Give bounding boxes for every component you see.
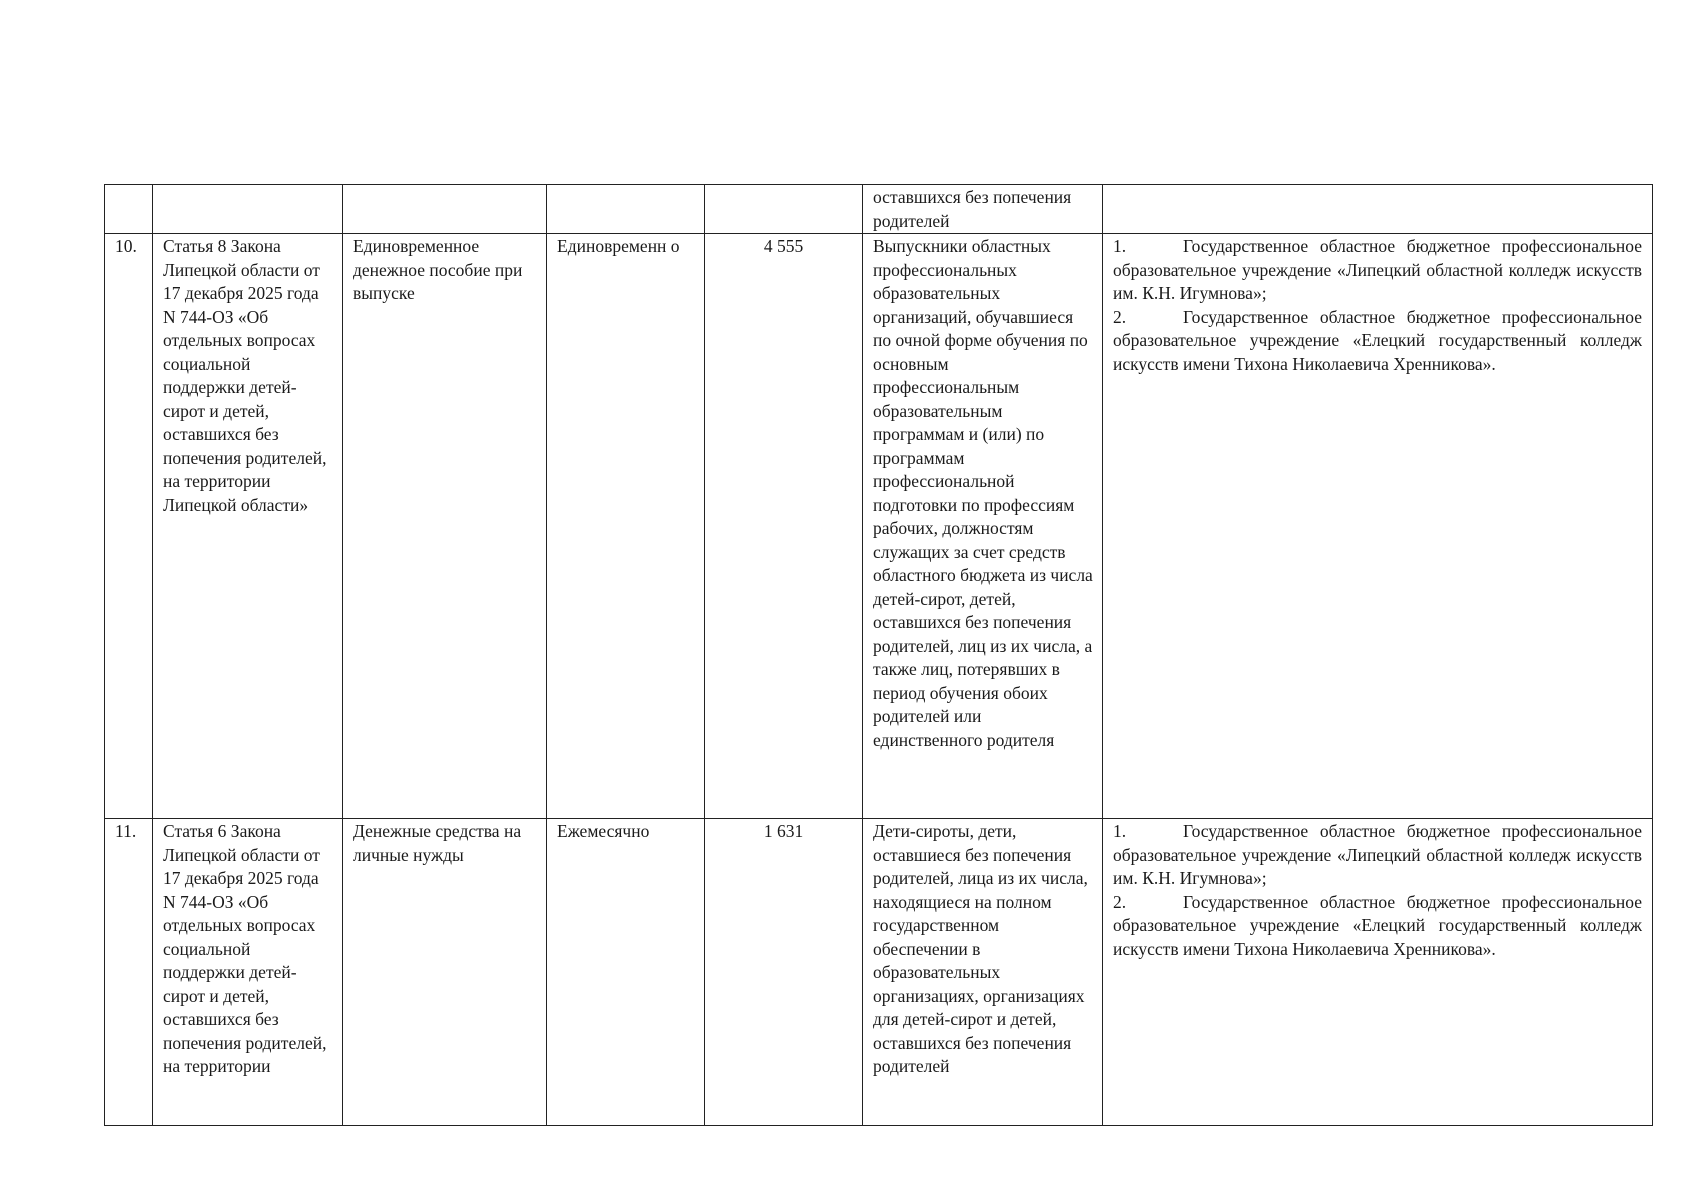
institution-name: Государственное областное бюджетное профессиональное образовательное учреждение «Елецкий государственный колледж искусств имени Тихона Николаевича Хренникова». xyxy=(1113,306,1642,374)
institution-item xyxy=(1113,306,1642,377)
institution-number: 1. xyxy=(1113,236,1127,256)
row-number xyxy=(105,185,153,234)
institution-name: Государственное областное бюджетное профессиональное образовательное учреждение «Липецкий областной колледж искусств им. К.Н. Игумнова»; xyxy=(1113,236,1642,303)
payment-amount: 1 631 xyxy=(705,819,863,1126)
institution-number: 2. xyxy=(1113,306,1127,327)
institution-number: 1. xyxy=(1113,821,1127,841)
benefit-name: Единовременное денежное пособие при выпуске xyxy=(343,234,547,819)
law-reference: Статья 6 Закона Липецкой области от 17 декабря 2025 года N 744-ОЗ «Об отдельных вопросах социальной поддержки детей-сирот и детей, оставшихся без попечения родителей, на территории xyxy=(153,819,343,1126)
table-row xyxy=(105,234,1653,819)
institutions-list xyxy=(1103,819,1653,1126)
payment-amount: 4 555 xyxy=(705,234,863,819)
benefit-name xyxy=(343,185,547,234)
institution-item xyxy=(1113,235,1642,306)
benefits-table xyxy=(104,184,1653,1126)
payment-frequency: Единовременн о xyxy=(547,234,705,819)
recipients-description: Дети-сироты, дети, оставшиеся без попечения родителей, лица из их числа, находящиеся на полном государственном обеспечении в образовательных организациях, организациях для детей-сирот и детей, оставшихся без попечения родителей xyxy=(863,819,1103,1126)
institution-number: 2. xyxy=(1113,891,1127,912)
institution-item xyxy=(1113,891,1642,962)
payment-frequency: Ежемесячно xyxy=(547,819,705,1126)
benefit-name: Денежные средства на личные нужды xyxy=(343,819,547,1126)
institutions-list xyxy=(1103,185,1653,234)
recipients-description: Выпускники областных профессиональных образовательных организаций, обучавшиеся по очной форме обучения по основным профессиональным образовательным программам и (или) по программам профессиональной подготовки по профессиям рабочих, должностям служащих за счет средств областного бюджета из числа детей-сирот, детей, оставшихся без попечения родителей, лиц из их числа, а также лиц, потерявших в период обучения обоих родителей или единственного родителя xyxy=(863,234,1103,819)
law-reference: Статья 8 Закона Липецкой области от 17 декабря 2025 года N 744-ОЗ «Об отдельных вопросах социальной поддержки детей-сирот и детей, оставшихся без попечения родителей, на территории Липецкой области» xyxy=(153,234,343,819)
row-number: 11. xyxy=(105,819,153,1126)
institution-name: Государственное областное бюджетное профессиональное образовательное учреждение «Елецкий государственный колледж искусств имени Тихона Николаевича Хренникова». xyxy=(1113,891,1642,959)
institution-name: Государственное областное бюджетное профессиональное образовательное учреждение «Липецкий областной колледж искусств им. К.Н. Игумнова»; xyxy=(1113,821,1642,888)
recipients-description: оставшихся без попечения родителей xyxy=(863,185,1103,234)
institution-item xyxy=(1113,820,1642,891)
payment-amount xyxy=(705,185,863,234)
row-number: 10. xyxy=(105,234,153,819)
table-row xyxy=(105,819,1653,1126)
payment-frequency xyxy=(547,185,705,234)
law-reference xyxy=(153,185,343,234)
institutions-list xyxy=(1103,234,1653,819)
table-row xyxy=(105,185,1653,234)
